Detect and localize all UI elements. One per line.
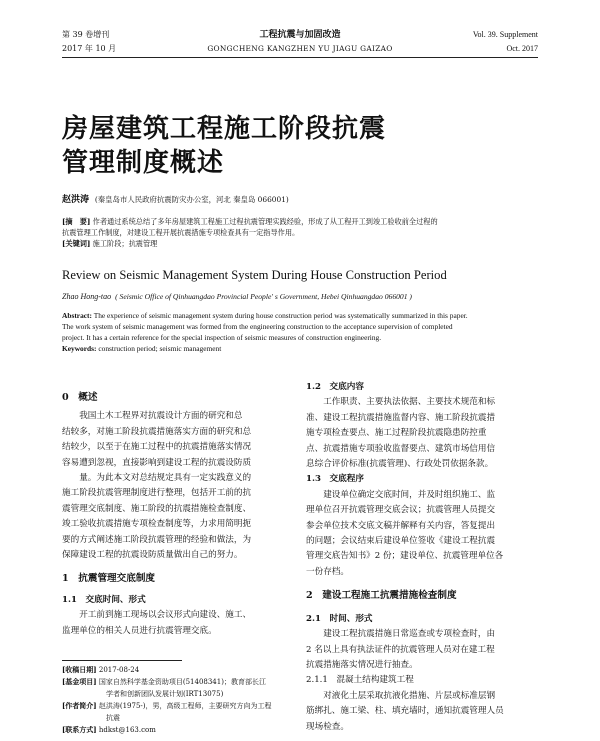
header-date: 2017 年 10 月 [62, 44, 117, 53]
para-line: 点、抗震措施专项验收监督要点、建筑市场信用信 [306, 443, 496, 454]
footnote-rule [62, 660, 182, 661]
left-column [62, 390, 294, 639]
para-line: 建设工程抗震措施日常巡查或专项检查时，由 [323, 629, 496, 640]
section-0-body [62, 409, 294, 563]
footnote-text: hdkst@163.com [98, 726, 156, 735]
title-line-1: 房屋建筑工程施工阶段抗震 [62, 114, 387, 144]
para-line: 参会单位技术交底文稿并解释有关内容，答复提出 [306, 520, 496, 531]
section-0-heading: 0 概述 [62, 392, 98, 403]
abstract-label-zh: [摘 要] [62, 217, 91, 226]
para-line: 息综合评价标准(抗震管理)、行政处罚依据条款。 [306, 459, 494, 470]
author-line-en [62, 292, 412, 301]
abstract-en-line: The work system of seismic management was formed from the engineering construction to the acceptance supervision of completed [62, 322, 453, 331]
title-line-2: 管理制度概述 [62, 148, 225, 178]
author-name-en: Zhao Hong-tao [62, 292, 112, 301]
para-line: 量。为此本文对总结规定具有一定实践意义的 [79, 473, 252, 484]
para-line: 我国土木工程界对抗震设计方面的研究和总 [79, 411, 243, 422]
para-line: 现场检查。 [306, 721, 349, 732]
footnotes [62, 664, 294, 736]
footnote-label: [作者简介] [62, 701, 97, 711]
footnote-text: 国家自然科学基金资助项目(51408341)；教育部长江 [98, 678, 266, 687]
footnote-text: 赵洪涛(1975-)，男，高级工程师，主要研究方向为工程 [98, 702, 272, 711]
abstract-zh-line: 作者通过系统总结了多年房屋建筑工程施工过程抗震管理实践经验，形成了从工程开工到竣工验收前全过程的 [92, 217, 438, 226]
author-name-zh: 赵洪涛 [62, 195, 90, 205]
header-volume: 第 39 卷增刊 [62, 30, 110, 39]
para-line: 一份存档。 [306, 566, 349, 577]
journal-title-zh: 工程抗震与加固改造 [259, 30, 341, 40]
abstract-en-line: The experience of seismic management system during house construction period was systematically summarized in this paper. [93, 311, 468, 320]
right-column [306, 380, 538, 735]
para-line: 施工阶段抗震管理制度进行整理，包括开工前的抗 [62, 488, 252, 499]
para-line: 的问题；会议结束后建设单位签收《建设工程抗震 [306, 536, 496, 547]
para-line: 2 名以上具有执法证件的抗震管理人员对在建工程 [306, 644, 495, 655]
para-line: 开工前到施工现场以会议形式向建设、施工、 [79, 610, 252, 621]
para-line: 抗震措施落实情况进行抽查。 [306, 659, 418, 670]
section-1-2-heading: 1.2 交底内容 [306, 382, 364, 392]
abstract-en-line: project. It has a certain reference for the special inspection of seismic measures of construction engineering. [62, 333, 382, 342]
footnote-label: [联系方式] [62, 725, 97, 735]
keywords-en: construction period; seismic management [98, 344, 222, 353]
journal-title-en: GONGCHENG KANGZHEN YU JIAGU GAIZAO [207, 44, 393, 53]
header-date-en: Oct. 2017 [506, 44, 538, 53]
para-line: 竣工验收抗震措施专项检查制度等，力求用简明扼 [62, 519, 252, 530]
paper-title-en: Review on Seismic Management System During House Construction Period [62, 268, 447, 282]
header-vol-en: Vol. 39. Supplement [472, 30, 538, 39]
para-line: 结较少，以至于在施工过程中的抗震措施落实情况 [62, 442, 252, 453]
para-line: 管理交底告知书》2 份；建设单位、抗震管理单位各 [306, 551, 504, 562]
section-2-1-heading: 2.1 时间、形式 [306, 613, 373, 624]
section-1-3-heading: 1.3 交底程序 [306, 474, 364, 485]
keywords-label-en: Keywords: [62, 344, 97, 353]
affiliation-en: ( Seismic Office of Qinhuangdao Provincial People' s Government, Hebei Qinhuangdao 066001 ) [115, 292, 412, 301]
footnote-text: 2017-08-24 [98, 666, 140, 674]
abstract-label-en: Abstract: [62, 311, 92, 320]
para-line: 保障建设工程的抗震设防质量做出自己的努力。 [62, 550, 243, 561]
footnote-text: 抗震 [106, 713, 120, 722]
abstract-zh [62, 216, 538, 249]
footnote-label: [收稿日期] [62, 665, 97, 674]
section-1-1-heading: 1.1 交底时间、形式 [62, 594, 146, 605]
author-line-zh [62, 192, 289, 205]
abstract-en [62, 310, 538, 354]
para-line: 结较多，对施工阶段抗震措施落实方面的研究和总 [62, 426, 252, 437]
section-2-1-1-heading: 2.1.1 混凝土结构建筑工程 [306, 675, 414, 686]
header-rule [62, 57, 538, 58]
para-line: 施专项检查要点、施工过程阶段抗震隐患防控重 [306, 428, 487, 439]
keywords-zh: 施工阶段；抗震管理 [92, 239, 158, 248]
keywords-label-zh: [关键词] [62, 239, 91, 248]
paper-title-zh [62, 112, 386, 180]
para-line: 监理单位的相关人员进行抗震管理交底。 [62, 625, 217, 636]
para-line: 要的方式阐述施工阶段抗震管理的经验和做法，为 [62, 534, 252, 545]
para-line: 筋绑扎、施工梁、柱、填充墙时，通知抗震管理人员 [306, 706, 504, 717]
footnote-label: [基金项目] [62, 677, 97, 687]
para-line: 建设单位确定交底时间，并及时组织施工、监 [323, 489, 496, 500]
affiliation-zh: (秦皇岛市人民政府抗震防灾办公室，河北 秦皇岛 066001) [94, 195, 289, 204]
section-2-heading: 2 建设工程施工抗震措施检查制度 [306, 590, 457, 602]
para-line: 对液化土层采取抗液化措施、片层或标准层钢 [323, 690, 496, 701]
para-line: 容易遭到忽视，直接影响到建设工程的抗震设防质 [62, 457, 252, 468]
para-line: 工作职责、主要执法依据、主要技术规范和标 [323, 397, 496, 408]
abstract-zh-line: 抗震管理工作制度，对建设工程开展抗震措施专项检查具有一定指导作用。 [62, 228, 300, 237]
para-line: 准、建设工程抗震措施监督内容、施工阶段抗震措 [306, 412, 496, 423]
para-line: 理单位召开抗震管理交底会议；抗震管理人员提交 [306, 505, 496, 516]
para-line: 震管理交底制度、施工阶段的抗震措施检查制度、 [62, 503, 252, 514]
footnote-text: 学者和创新团队发展计划(IRT13075) [106, 689, 224, 698]
section-1-heading: 1 抗震管理交底制度 [62, 573, 156, 585]
